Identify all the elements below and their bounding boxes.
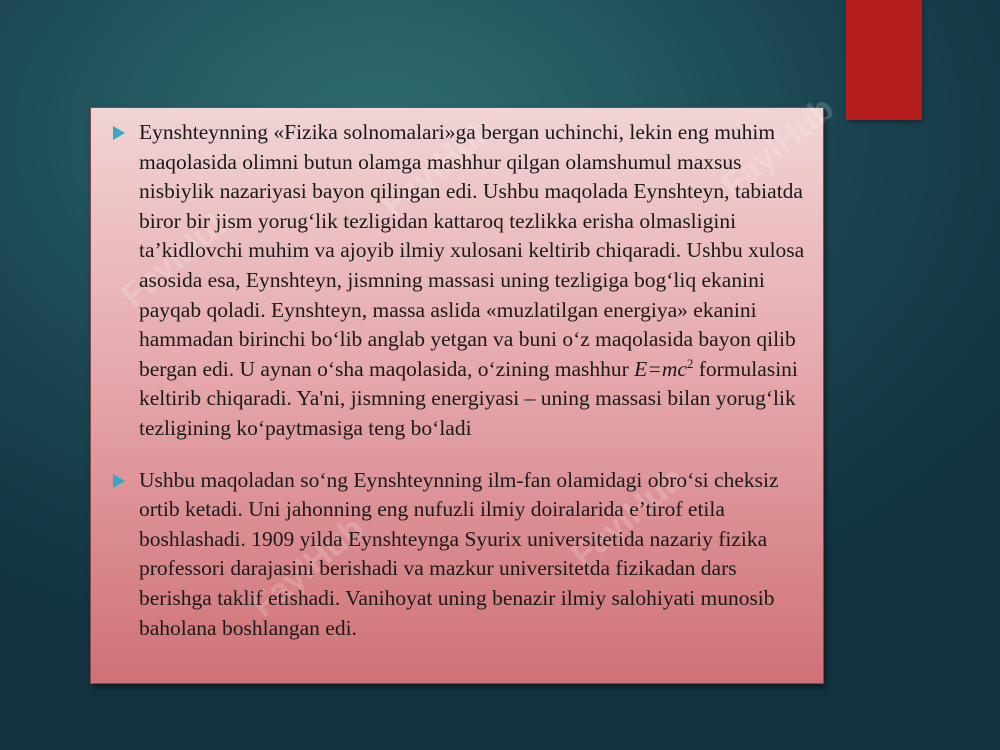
content-box [90, 89, 842, 684]
watermark: FaylHub [564, 459, 692, 575]
formula: E=mc [634, 356, 687, 381]
bullet-list [91, 108, 823, 665]
bullet-text-part: Eynshteynning «Fizika solnomalari»ga bergan uchinchi, lekin eng muhim maqolasida olimni butun olamga mashhur qilgan olamshumul maxsus nisbiylik nazariyasi bayon qilingan edi. Ushbu maqolada Eynshteyn, tabiatda biror bir jism yorug‘lik tezligidan kattaroq tezlikka erisha olmasligini ta’kidlovchi muhim va ajoyib ilmiy xulosani keltirib chiqaradi. Ushbu xulosa asosida esa, Eynshteyn, jismning massasi uning tezligiga bog‘liq ekanini payqab qoladi. Eynshteyn, massa aslida «muzlatilgan energiya» ekanini hammadan birinchi bo‘lib anglab yetgan va buni o‘z maqolasida bayon qilib bergan edi. U aynan o‘sha maqolasida, o‘zining mashhur [139, 120, 805, 381]
accent-tab [846, 0, 922, 120]
triangle-arrow-icon [113, 126, 125, 140]
formula-exponent: 2 [686, 355, 694, 371]
bullet-text: Ushbu maqoladan so‘ng Eynshteynning ilm-fan olamidagi obro‘si cheksiz ortib ketadi. Uni jahonning eng nufuzli ilmiy doiralarida e’tirof etila boshlashadi. 1909 yilda Eynshteynga Syurix universitetida nazariy fizika professori darajasini berishadi va mazkur universitetda fizikadan dars berishga taklif etishadi. Vanihoyat uning benazir ilmiy salohiyati munosib baholana boshlangan edi. [139, 467, 779, 640]
watermark: FaylHub [244, 509, 372, 625]
watermark: FaylHub [714, 89, 842, 205]
bullet-text-part: formulasini keltirib chiqaradi. Ya'ni, jismning energiyasi – uning massasi bilan yorug‘lik tezligining ko‘paytmasiga teng bo‘ladi [139, 356, 798, 440]
bullet-item [101, 118, 813, 444]
watermark: FaylHub [114, 199, 242, 315]
bullet-item [101, 466, 813, 644]
bullet-text [139, 118, 813, 444]
triangle-arrow-icon [113, 474, 125, 488]
watermark: FaylHub [374, 109, 502, 225]
